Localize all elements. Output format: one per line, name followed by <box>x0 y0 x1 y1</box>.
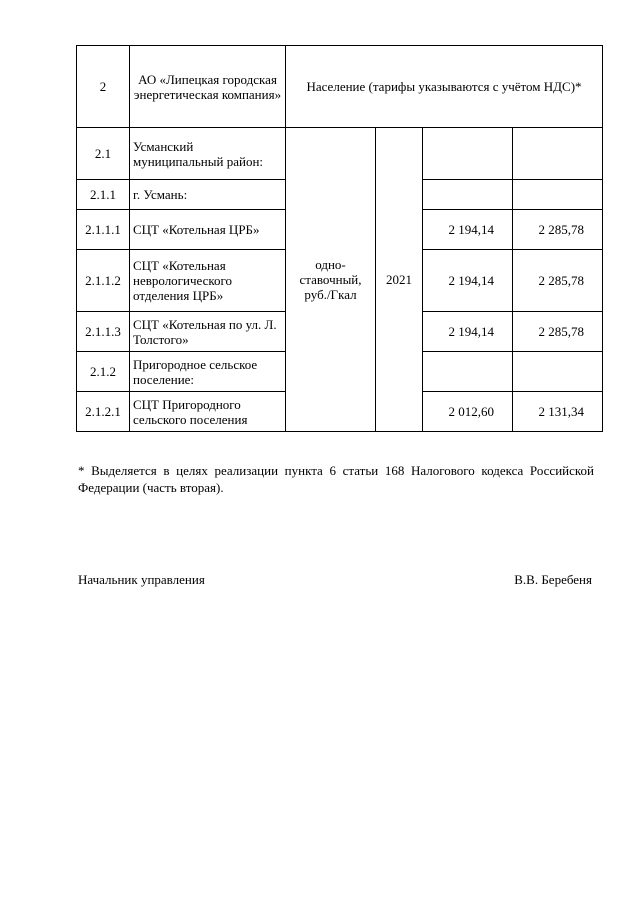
tariff-table <box>76 45 603 432</box>
row-code: 2.1.2 <box>77 352 130 392</box>
row-code: 2.1.1.3 <box>77 312 130 352</box>
tariff-value-1: 2 194,14 <box>423 312 513 352</box>
tariff-value-2: 2 285,78 <box>513 312 603 352</box>
row-name: Пригородное сельское поселение: <box>130 352 286 392</box>
row-name: Усманский муниципальный район: <box>130 128 286 180</box>
row-name: СЦТ Пригородного сельского поселения <box>130 392 286 432</box>
tariff-value-2: 2 131,34 <box>513 392 603 432</box>
signer-title: Начальник управления <box>78 572 205 587</box>
row-name: г. Усмань: <box>130 180 286 210</box>
consumer-group: Население (тарифы указываются с учётом НДС)* <box>286 46 603 128</box>
organization-name: АО «Липецкая городская энергетическая компания» <box>130 46 286 128</box>
footnote: * Выделяется в целях реализации пункта 6 статьи 168 Налогового кодекса Российской Федерации (часть вторая). <box>78 463 594 495</box>
table-row <box>77 46 603 128</box>
tariff-value-2 <box>513 180 603 210</box>
tariff-value-2 <box>513 128 603 180</box>
tariff-value-2: 2 285,78 <box>513 210 603 250</box>
tariff-value-1: 2 194,14 <box>423 250 513 312</box>
signer-name: В.В. Беребеня <box>514 572 592 587</box>
row-code: 2.1.2.1 <box>77 392 130 432</box>
row-number: 2 <box>77 46 130 128</box>
tariff-value-1 <box>423 352 513 392</box>
tariff-value-2 <box>513 352 603 392</box>
row-name: СЦТ «Котельная по ул. Л. Толстого» <box>130 312 286 352</box>
tariff-type: одно-ставочный, руб./Гкал <box>286 128 376 432</box>
row-code: 2.1 <box>77 128 130 180</box>
tariff-value-1: 2 194,14 <box>423 210 513 250</box>
tariff-value-1 <box>423 128 513 180</box>
row-name: СЦТ «Котельная неврологического отделения ЦРБ» <box>130 250 286 312</box>
row-name: СЦТ «Котельная ЦРБ» <box>130 210 286 250</box>
row-code: 2.1.1.2 <box>77 250 130 312</box>
tariff-value-1: 2 012,60 <box>423 392 513 432</box>
row-code: 2.1.1 <box>77 180 130 210</box>
tariff-value-2: 2 285,78 <box>513 250 603 312</box>
tariff-value-1 <box>423 180 513 210</box>
row-code: 2.1.1.1 <box>77 210 130 250</box>
tariff-year: 2021 <box>376 128 423 432</box>
table-row <box>77 128 603 180</box>
